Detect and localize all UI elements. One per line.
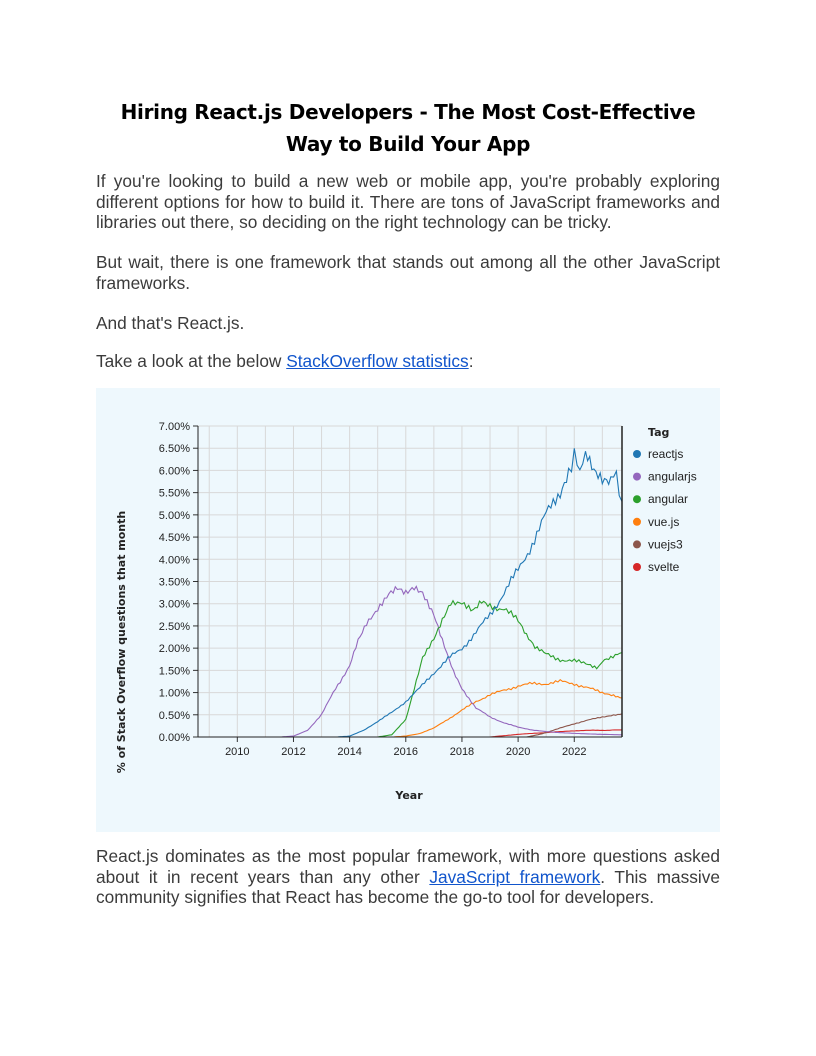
statistics-text: Take a look at the below [96, 351, 287, 371]
y-tick-label: 6.00% [158, 465, 190, 478]
framework-paragraph: But wait, there is one framework that stands out among all the other JavaScript frameworks. [96, 252, 720, 293]
y-axis [159, 421, 198, 744]
series-line-reactjs [198, 448, 622, 737]
stackoverflow-statistics-link[interactable]: StackOverflow statistics [286, 351, 469, 371]
y-tick-label: 4.50% [158, 532, 190, 545]
chart-svg [96, 388, 720, 832]
legend-label: angular [648, 492, 689, 507]
y-tick-label: 2.00% [158, 643, 190, 656]
series-line-vuejs3 [198, 714, 622, 737]
y-tick-label: 7.00% [158, 421, 190, 433]
react-paragraph: And that's React.js. [96, 313, 245, 333]
y-tick-label: 3.50% [158, 576, 190, 589]
y-tick-label: 3.00% [158, 598, 190, 611]
legend-item [633, 537, 683, 551]
x-tick-label: 2014 [337, 746, 362, 758]
legend-item [633, 470, 697, 484]
x-axis-label: Year [395, 789, 423, 802]
chart-grid [198, 426, 622, 737]
x-tick-label: 2016 [393, 746, 419, 758]
series-lines [198, 448, 622, 737]
y-tick-label: 0.50% [158, 709, 190, 722]
legend-swatch [633, 473, 641, 481]
legend-swatch [633, 540, 641, 548]
y-tick-label: 4.00% [158, 554, 190, 567]
legend-label: vue.js [648, 514, 680, 529]
x-tick-label: 2022 [562, 746, 587, 758]
x-tick-label: 2020 [505, 746, 531, 758]
conclusion-text: React.js dominates as the most popular framework, with more questions asked about it in recent years than any other [96, 846, 720, 887]
x-tick-label: 2012 [281, 746, 306, 758]
y-tick-label: 5.00% [158, 509, 190, 522]
y-tick-label: 5.50% [158, 487, 190, 500]
intro-paragraph: If you're looking to build a new web or mobile app, you're probably exploring different options for how to build it. There are tons of JavaScript frameworks and libraries out there, so deciding on the right technology can be tricky. [96, 171, 720, 233]
stackoverflow-trends-chart [96, 388, 720, 832]
y-tick-label: 1.00% [158, 687, 190, 700]
legend-item [633, 447, 683, 461]
conclusion-text-end: . This massive community signifies that React has become the go-to tool for developers. [96, 866, 721, 908]
legend-item [633, 515, 679, 529]
legend-label: vuejs3 [648, 537, 683, 552]
legend-swatch [633, 563, 641, 571]
statistics-paragraph [96, 351, 720, 372]
legend-label: svelte [648, 560, 680, 574]
y-tick-label: 6.50% [158, 443, 190, 456]
series-line-angular [198, 601, 622, 737]
legend [633, 447, 697, 574]
y-tick-label: 1.50% [158, 665, 190, 678]
series-line-svelte [198, 730, 622, 737]
x-tick-label: 2018 [449, 746, 475, 758]
legend-item [633, 492, 688, 506]
statistics-colon: : [468, 351, 474, 371]
x-tick-label: 2010 [225, 746, 250, 758]
page-title: Hiring React.js Developers - The Most Cost-Effective Way to Build Your App [120, 100, 696, 156]
legend-label: angularjs [648, 469, 697, 484]
conclusion-paragraph [96, 846, 720, 908]
legend-swatch [633, 518, 641, 526]
legend-swatch [633, 450, 641, 458]
javascript-framework-link[interactable]: JavaScript framework [429, 866, 601, 887]
y-axis-label: % of Stack Overflow questions that month [115, 510, 128, 774]
legend-item [633, 560, 680, 574]
y-tick-label: 2.50% [158, 620, 190, 633]
legend-swatch [633, 495, 641, 503]
legend-label: reactjs [648, 447, 684, 461]
y-tick-label: 0.00% [158, 732, 190, 744]
x-axis [225, 737, 586, 758]
legend-title: Tag [648, 426, 670, 439]
